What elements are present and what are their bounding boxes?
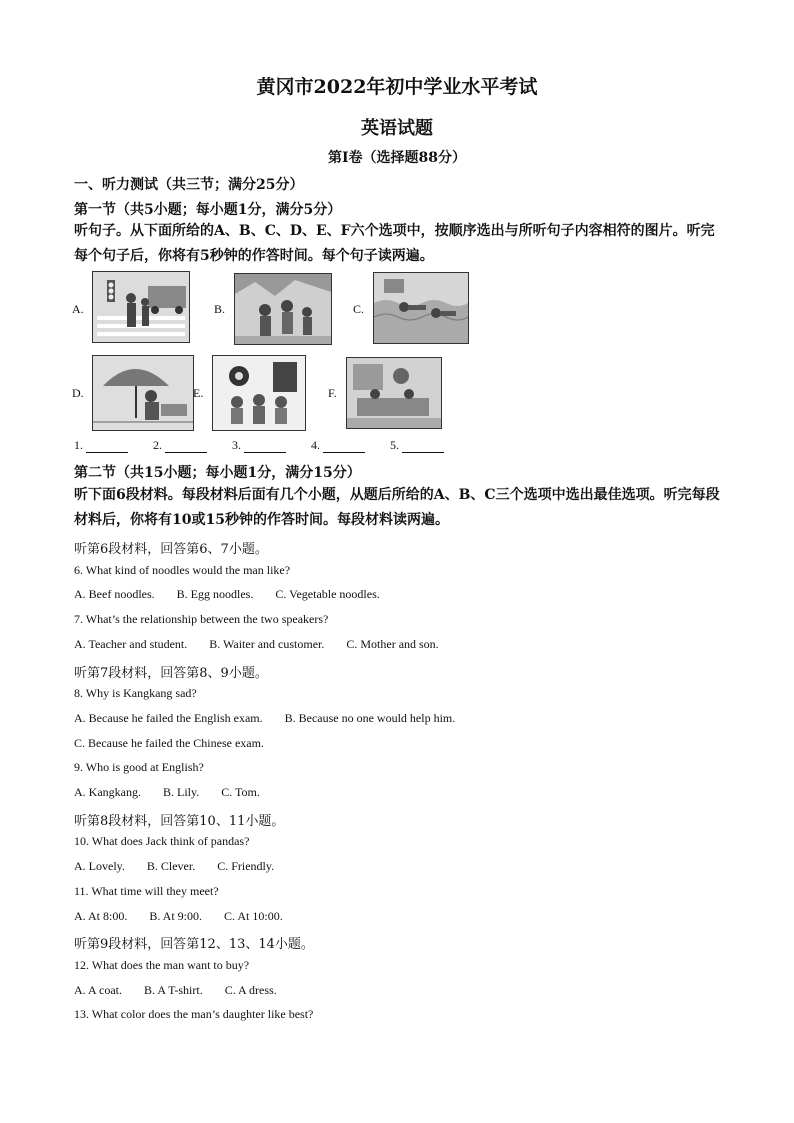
answer-option[interactable]: A. Kangkang. — [74, 785, 141, 799]
picture-b-scene — [234, 273, 332, 345]
question-text: 9. Who is good at English? — [74, 760, 204, 775]
picture-d-umbrella — [92, 355, 194, 431]
blank-line — [402, 440, 444, 453]
picture-a-crosswalk — [92, 271, 190, 343]
answer-option[interactable]: B. Lily. — [162, 785, 200, 799]
blank-4[interactable]: 4. — [311, 438, 365, 453]
material-header: 听第6段材料，回答第6、7小题。 — [74, 542, 268, 557]
answer-options — [74, 587, 402, 602]
answer-options — [74, 909, 305, 924]
answer-options — [74, 637, 461, 652]
answer-option[interactable]: B. A T-shirt. — [144, 982, 203, 997]
blank-2[interactable]: 2. — [153, 438, 207, 453]
answer-option[interactable]: B. At 9:00. — [149, 908, 203, 923]
answer-option[interactable]: A. Teacher and student. — [74, 636, 188, 651]
question-text: 13. What color does the man’s daughter like best? — [74, 1007, 314, 1022]
question-text: 11. What time will they meet? — [74, 883, 219, 898]
blank-line — [86, 440, 128, 453]
answer-option[interactable]: C. At 10:00. — [224, 908, 283, 923]
answer-option[interactable]: C. Tom. — [221, 785, 260, 799]
picture-label-a: A. — [72, 302, 84, 316]
subject-title: 英语试题 — [361, 118, 433, 139]
volume-title: 第Ⅰ卷（选择题88分） — [327, 150, 467, 166]
answer-option[interactable]: B. Because no one would help him. — [284, 710, 456, 725]
answer-options — [74, 859, 296, 874]
blank-line — [244, 440, 286, 453]
picture-label-c: C. — [353, 302, 365, 316]
answer-option[interactable]: A. Beef noodles. — [74, 587, 155, 602]
material-header: 听第7段材料，回答第8、9小题。 — [74, 665, 268, 681]
answer-option[interactable]: C. A dress. — [224, 982, 277, 997]
blank-5[interactable]: 5. — [390, 438, 444, 453]
material-header: 听第8段材料，回答第10、11小题。 — [74, 813, 285, 829]
picture-f-shopping — [346, 357, 442, 429]
blank-1[interactable]: 1. — [74, 438, 128, 453]
blank-line — [323, 440, 365, 453]
question-text: 7. What’s the relationship between the two speakers? — [74, 612, 329, 627]
answer-option[interactable]: C. Friendly. — [217, 859, 275, 874]
picture-e-classroom — [212, 355, 306, 431]
answer-option[interactable]: A. At 8:00. — [74, 908, 128, 923]
blank-line — [165, 440, 207, 453]
question-text: 12. What does the man want to buy? — [74, 957, 250, 972]
picture-label-e: E. — [193, 386, 204, 400]
part1-heading: 一、听力测试（共三节；满分25分） — [74, 177, 304, 193]
section2-instruction: 听下面6段材料。每段材料后面有几个小题，从题后所给的A、B、C三个选项中选出最佳选项。听完每段材料后，你将有10或15秒钟的作答时间。每段材料读两遍。 — [74, 487, 720, 528]
answer-option[interactable]: C. Mother and son. — [346, 636, 439, 651]
answer-blanks — [74, 438, 466, 453]
material-header: 听第9段材料，回答第12、13、14小题。 — [74, 937, 314, 953]
section2-heading: 第二节（共15小题；每小题1分，满分15分） — [74, 465, 361, 481]
picture-label-d: D. — [72, 386, 84, 400]
answer-option[interactable]: A. Lovely. — [74, 859, 125, 874]
picture-label-f: F. — [328, 386, 337, 400]
answer-option[interactable]: A. Because he failed the English exam. — [74, 710, 263, 725]
section1-instruction: 听句子。从下面所给的A、B、C、D、E、F六个选项中，按顺序选出与所听句子内容相符的图片。听完每个句子后，你将有5秒钟的作答时间。每个句子读两遍。 — [74, 223, 715, 264]
question-text: C. Because he failed the Chinese exam. — [74, 735, 264, 750]
answer-option[interactable]: A. A coat. — [74, 982, 122, 997]
picture-label-b: B. — [214, 302, 226, 316]
blank-3[interactable]: 3. — [232, 438, 286, 453]
question-text: 6. What kind of noodles would the man like? — [74, 562, 291, 577]
answer-options — [74, 711, 477, 726]
exam-title: 黄冈市2022年初中学业水平考试 — [256, 76, 538, 98]
section1-heading: 第一节（共5小题；每小题1分，满分5分） — [74, 202, 342, 218]
answer-option[interactable]: B. Egg noodles. — [176, 587, 254, 602]
answer-options — [74, 785, 282, 800]
answer-option[interactable]: B. Waiter and customer. — [209, 636, 325, 651]
picture-c-swimming — [373, 272, 469, 344]
answer-option[interactable]: B. Clever. — [146, 859, 196, 874]
answer-option[interactable]: C. Vegetable noodles. — [275, 587, 380, 602]
answer-options — [74, 983, 299, 998]
question-text: 10. What does Jack think of pandas? — [74, 834, 250, 849]
question-text: 8. Why is Kangkang sad? — [74, 686, 197, 701]
